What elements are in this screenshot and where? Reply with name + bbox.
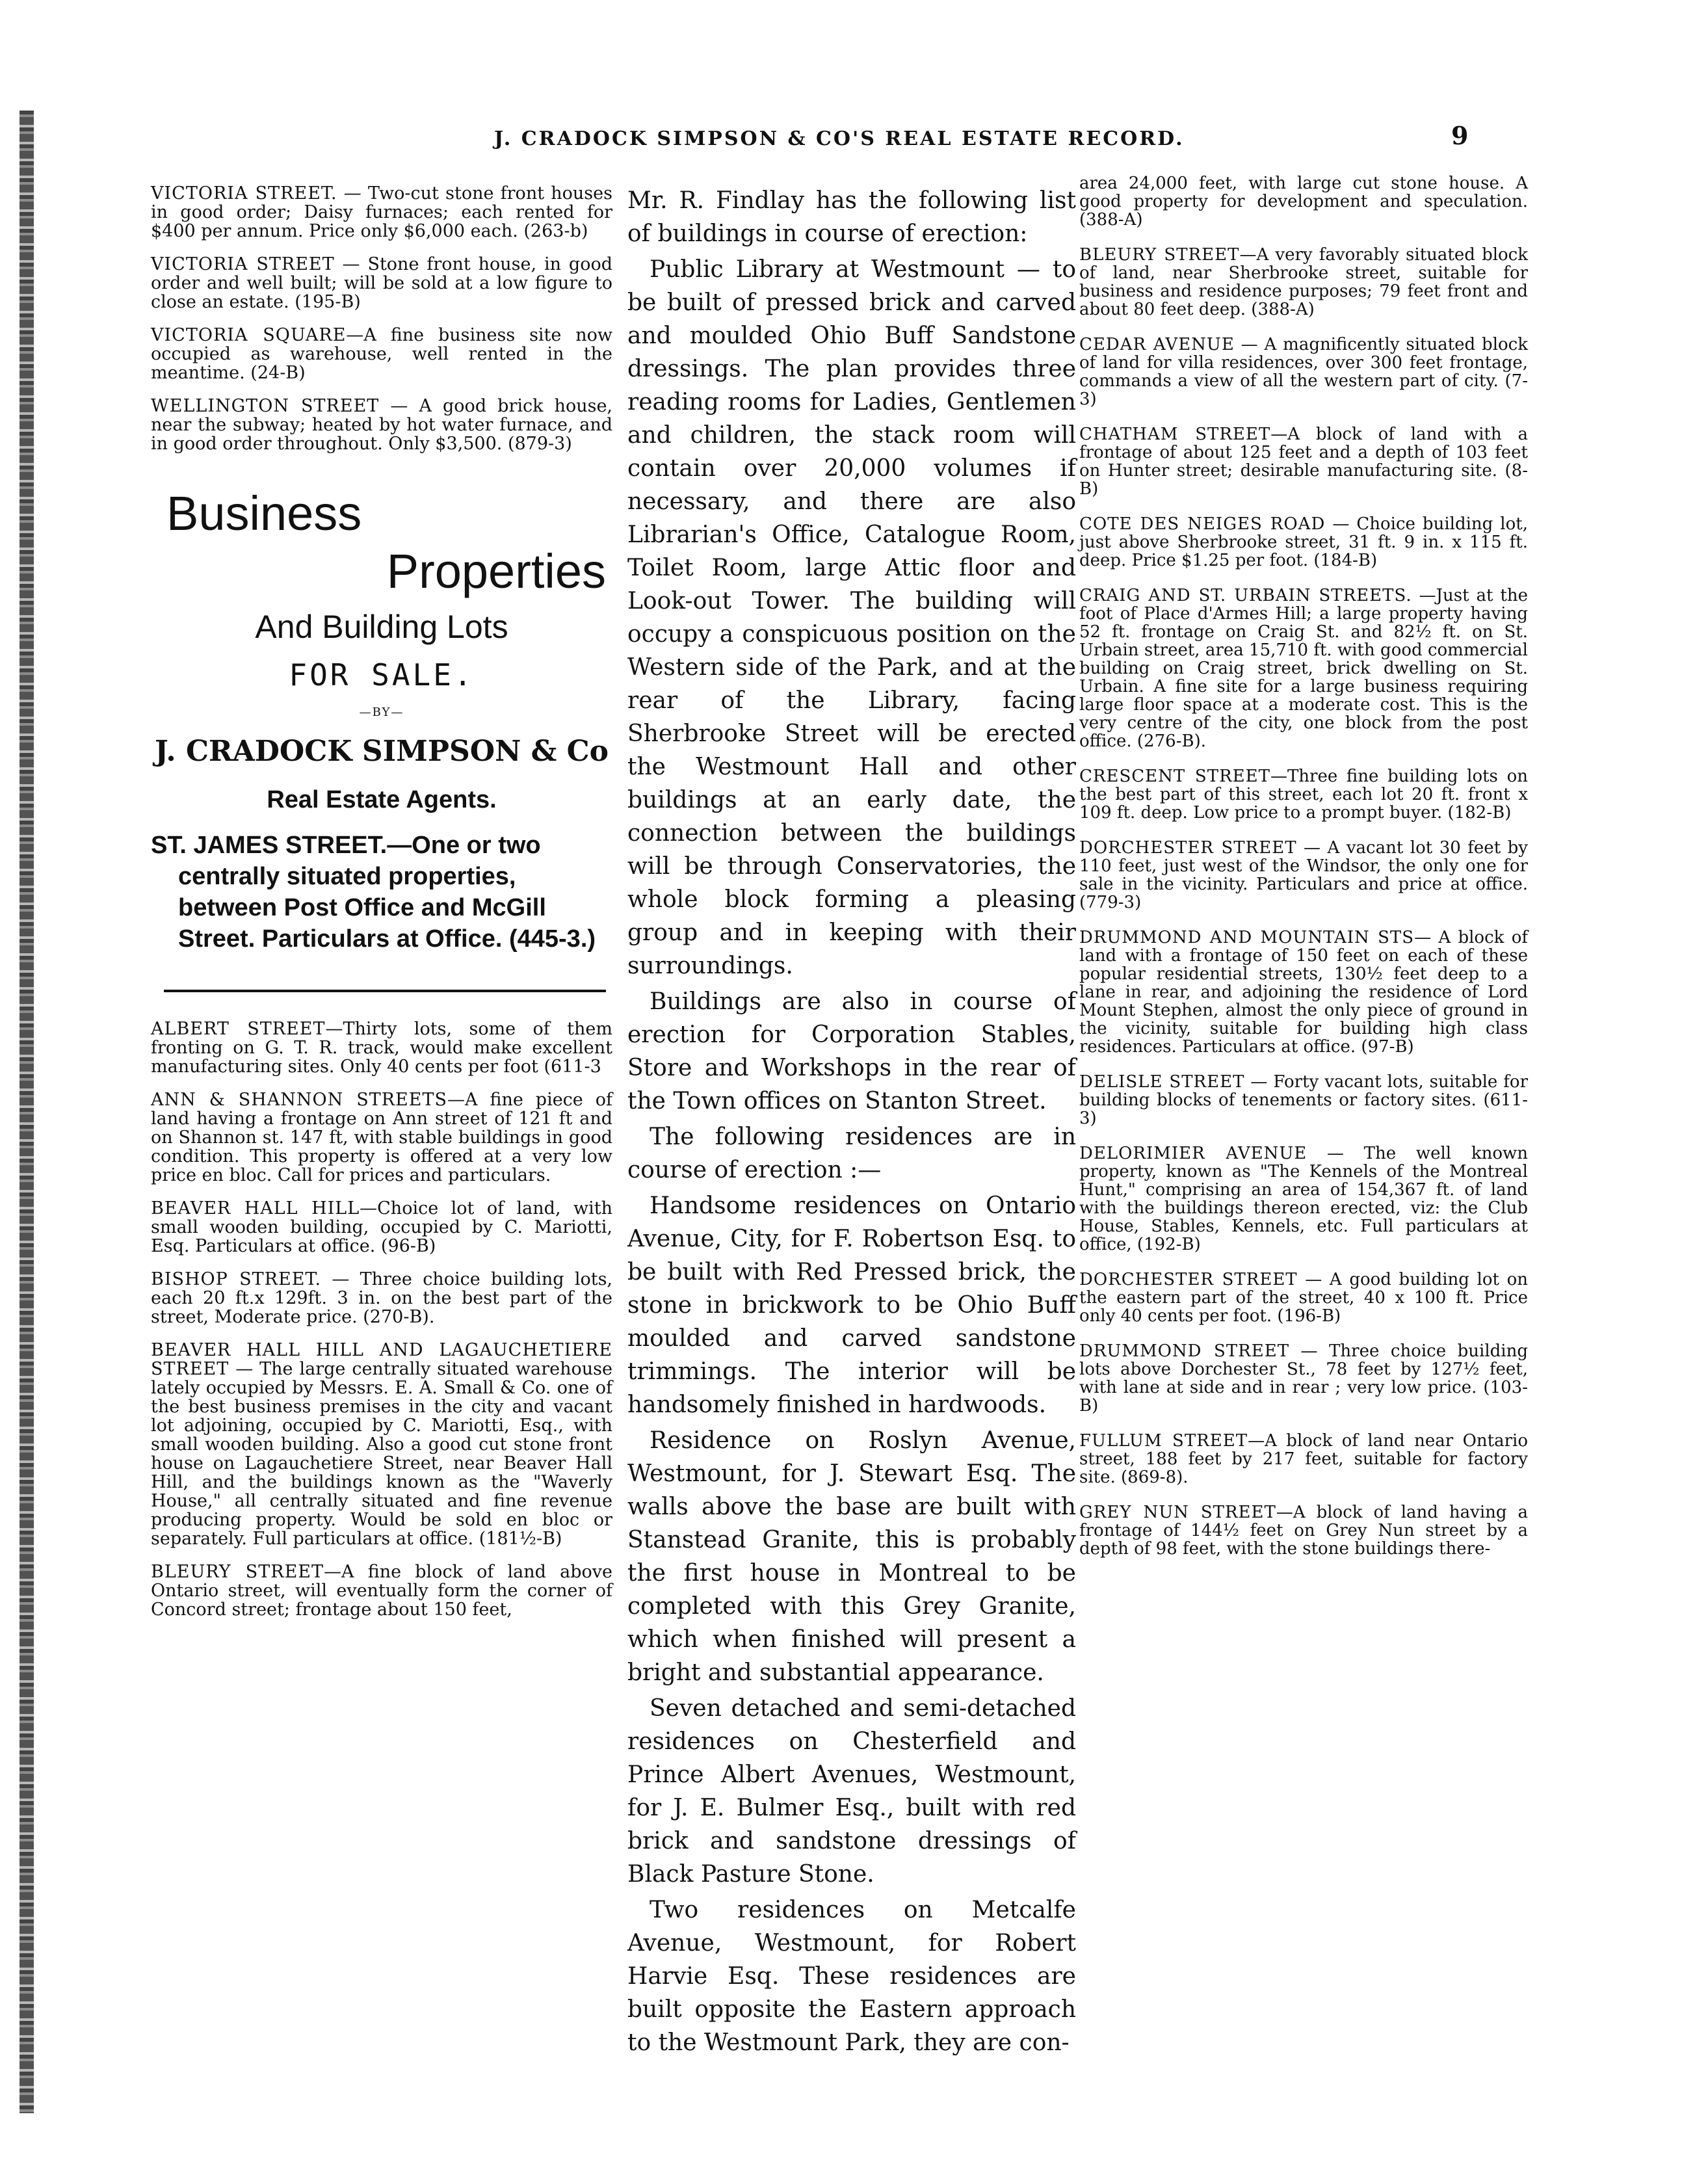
listing-text: —A fine piece of land having a frontage on Ann street of 121 ft and on Shannon st. 147 ft, with stable buildings in good condition. This property is offered at a very low price en bloc. Call for prices and particulars.: [151, 1090, 612, 1185]
listing-text: —Just at the foot of Place d'Armes Hill; a large property having 52 ft. frontage on Craig St. and 82½ ft. on St. Urbain street, area 15,710 ft. with good commercial building on Craig street, brick dwelling on St. Urbain. A fine site for a large business requiring large floor space at a moderate cost. This is the very centre of the city, one block from the post office. (276-B).: [1079, 586, 1528, 751]
listing-lead: BEAVER HALL HILL AND LAGAUCHETIERE STREET: [151, 1340, 612, 1379]
listing-lead: DORCHESTER STREET: [1079, 838, 1297, 858]
listing-lead: CRESCENT STREET: [1079, 767, 1270, 786]
listing-lead: CRAIG AND ST. URBAIN STREETS.: [1079, 586, 1412, 605]
listing-text: — A good building lot on the eastern part of the street, 40 x 100 ft. Price only 40 cents per foot. (196-B): [1079, 1270, 1528, 1326]
listing-lead: BISHOP STREET.: [151, 1269, 322, 1289]
article-paragraph: Seven detached and semi-detached residences on Chesterfield and Prince Albert Avenues, Westmount, for J. E. Bulmer Esq., built with red brick and sandstone dressings of Black Pasture Stone.: [627, 1695, 1076, 1888]
listing-lead: ANN & SHANNON STREETS: [151, 1090, 447, 1110]
article-paragraph: Public Library at Westmount — to be built of pressed brick and carved and moulded Ohio Buff Sandstone dressings. The plan provides three reading rooms for Ladies, Gentlemen and children, the stack room will contain over 20,000 volumes if necessary, and there are also Librarian's Office, Catalogue Room, Toilet Room, large Attic floor and Look-out Tower. The building will occupy a conspicuous position on the Western side of the Park, and at the rear of the Library, facing Sherbrooke Street will be erected the Westmount Hall and other buildings at an early date, the connection between the buildings will be through Conservatories, the whole block forming a pleasing group and in keeping with their surroundings.: [627, 256, 1076, 979]
listing-item: [151, 1270, 612, 1326]
listing-lead: COTE DES NEIGES ROAD: [1079, 514, 1326, 534]
listing-text: —A fine business site now occupied as warehouse, well rented in the meantime. (24-B): [151, 325, 612, 383]
right-column: [1079, 174, 1528, 1575]
listing-item: [151, 1341, 612, 1548]
left-column: [151, 184, 612, 1633]
listing-item: [1079, 1144, 1528, 1254]
listing-lead: ALBERT STREET: [151, 1019, 326, 1039]
business-properties-ad: [151, 486, 612, 955]
listing-text: —A fine block of land above Ontario street, will eventually form the corner of Concord street; frontage about 150 feet,: [151, 1562, 613, 1620]
article-paragraph: Residence on Roslyn Avenue, Westmount, for J. Stewart Esq. The walls above the base are built with Stanstead Granite, this is probably the first house in Montreal to be completed with this Grey Granite, which when finished will present a bright and substantial appearance.: [627, 1427, 1076, 1686]
listing-lead: GREY NUN STREET: [1079, 1503, 1276, 1522]
listing-item: [1079, 1432, 1528, 1486]
listing-item: [151, 255, 612, 311]
listing-lead: VICTORIA SQUARE: [151, 325, 347, 345]
article-paragraph: Buildings are also in course of erection for Corporation Stables, Store and Workshops in the rear of the Town offices on Stanton Street.: [627, 988, 1076, 1114]
article-paragraph: Mr. R. Findlay has the following list of buildings in course of erection:: [627, 187, 1076, 247]
article-paragraph: Handsome residences on Ontario Avenue, City, for F. Robertson Esq. to be built with Red Pressed brick, the stone in brickwork to be Ohio Buff moulded and carved sandstone trimmings. The interior will be handsomely finished in hardwoods.: [627, 1193, 1076, 1418]
listing-item: [1079, 587, 1528, 750]
listing-text: —Thirty lots, some of them fronting on G. T. R. track, would make excellent manufacturing sites. Only 40 cents per foot (611-3: [151, 1019, 612, 1077]
listing-lead: WELLINGTON STREET: [151, 396, 380, 416]
listing-lead: VICTORIA STREET: [151, 254, 335, 274]
listing-text: —A very favorably situated block of land, near Sherbrooke street, suitable for business and residence purposes; 79 feet front and about 80 feet deep. (388-A): [1079, 245, 1528, 319]
ad-title-line2: Properties: [386, 544, 606, 598]
listing-lead: CEDAR AVENUE: [1079, 335, 1235, 354]
listing-text: — Choice building lot, just above Sherbrooke street, 31 ft. 9 in. x 115 ft. deep. Price $1.25 per foot. (184-B): [1079, 514, 1528, 570]
listing-item: [1079, 174, 1528, 229]
listing-text: — Forty vacant lots, suitable for building blocks of tenements or factory sites. (611-3): [1079, 1072, 1528, 1128]
listing-text: —A block of land having a frontage of 144½ feet on Grey Nun street by a depth of 98 feet, with the stone buildings there-: [1079, 1503, 1528, 1559]
listing-lead: DELORIMIER AVENUE: [1079, 1144, 1307, 1163]
listing-lead: BLEURY STREET: [1079, 245, 1240, 265]
listing-item: [1079, 929, 1528, 1056]
listing-text: — A block of land with a frontage of 150 feet on each of these popular residential streets, 130½ feet deep to a lane in rear, and adjoining the residence of Lord Mount Stephen, almost the only piece of ground in the vicinity, suitable for building high class residences. Particulars at office. (97-B): [1079, 928, 1528, 1057]
listing-text: —A block of land near Ontario street, 188 feet by 217 feet, suitable for factory site. (869-8).: [1079, 1431, 1528, 1487]
listing-item: [1079, 1073, 1528, 1127]
listing-text: area 24,000 feet, with large cut stone house. A good property for development and speculation. (388-A): [1079, 174, 1528, 230]
listing-lead: VICTORIA STREET.: [151, 183, 337, 204]
listing-text: — The large centrally situated warehouse lately occupied by Messrs. E. A. Small & Co. one of the best business premises in the city and vacant lot adjoining, occupied by C. Mariotti, Esq., with small wooden building. Also a good cut stone front house on Lagauchetiere Street, near Beaver Hall Hill, and the buildings known as the "Waverly House," all centrally situated and fine revenue producing property. Would be sold en bloc or separately. Full particulars at office. (181½-B): [151, 1359, 612, 1549]
ad-subtitle: And Building Lots: [255, 609, 508, 645]
listing-item: [151, 1562, 612, 1619]
listing-item: [1079, 1271, 1528, 1325]
listing-lead: DRUMMOND AND MOUNTAIN STS: [1079, 928, 1415, 947]
article-paragraph: Two residences on Metcalfe Avenue, Westmount, for Robert Harvie Esq. These residences are built opposite the Eastern approach to the Westmount Park, they are con-: [627, 1897, 1076, 2056]
listing-text: — Three choice building lots above Dorchester St., 78 feet by 127½ feet, with lane at side and in rear ; very low price. (103-B): [1079, 1341, 1528, 1416]
ad-agent-name: J. CRADOCK SIMPSON & Co: [154, 735, 609, 768]
listing-item: [1079, 839, 1528, 912]
listing-text: — A vacant lot 30 feet by 110 feet, just west of the Windsor, the only one for sale in the vicinity. Particulars and price at office. (779-3): [1079, 838, 1528, 912]
listing-text: —Three fine building lots on the best part of this street, each lot 20 ft. front x 109 ft. deep. Low price to a prompt buyer. (182-B): [1079, 767, 1528, 823]
ad-for-sale: FOR SALE.: [289, 657, 475, 692]
listing-item: [151, 1020, 612, 1076]
listing-text: — A good brick house, near the subway; heated by hot water furnace, and in good order throughout. Only $3,500. (879-3): [151, 396, 613, 454]
binding-edge: [20, 111, 34, 2113]
listing-item: [151, 397, 612, 453]
listing-lead: BEAVER HALL HILL: [151, 1198, 360, 1219]
article-paragraph: The following residences are in course of erection :—: [627, 1124, 1076, 1183]
page-number: 9: [1451, 121, 1469, 150]
listings-top: [151, 184, 612, 453]
listings-bottom: [151, 1020, 612, 1619]
listing-text: —A block of land with a frontage of about 125 feet and a depth of 103 feet on Hunter street; desirable manufacturing site. (8-B): [1079, 425, 1528, 499]
ad-featured-listing: ST. JAMES STREET.—One or two centrally situated properties, between Post Office and McGill Street. Particulars at Office. (445-3.): [151, 832, 596, 953]
listing-lead: DORCHESTER STREET: [1079, 1270, 1298, 1289]
listing-text: — A magnificently situated block of land for villa residences, over 300 feet frontage, commands a view of all the western part of city. (7-3): [1079, 335, 1528, 409]
listing-item: [1079, 1342, 1528, 1415]
listing-text: —Choice lot of land, with small wooden building, occupied by C. Mariotti, Esq. Particulars at office. (96-B): [151, 1198, 612, 1256]
listing-lead: BLEURY STREET: [151, 1562, 324, 1582]
listing-item: [1079, 246, 1528, 319]
listing-item: [1079, 336, 1528, 408]
section-divider: [164, 990, 606, 992]
listing-item: [1079, 515, 1528, 570]
running-head: J. CRADOCK SIMPSON & CO'S REAL ESTATE RECORD.: [494, 127, 1185, 150]
listing-item: [1079, 1503, 1528, 1558]
listing-text: — The well known property, known as "The Kennels of the Montreal Hunt," comprising an area of 154,367 ft. of land with the buildings thereon erected, viz: the Club House, Stables, Kennels, etc. Full particulars at office, (192-B): [1079, 1144, 1528, 1254]
listing-lead: DRUMMOND STREET: [1079, 1341, 1290, 1361]
listing-text: — Two-cut stone front houses in good order; Daisy furnaces; each rented for $400 per annum. Price only $6,000 each. (263-b): [151, 183, 612, 241]
middle-column: [627, 184, 1076, 2062]
listing-item: [151, 1199, 612, 1256]
listing-item: [1079, 425, 1528, 498]
listing-text: — Three choice building lots, each 20 ft.x 129ft. 3 in. on the best part of the street, Moderate price. (270-B).: [151, 1269, 613, 1327]
listing-item: [151, 184, 612, 241]
ad-agent-role: Real Estate Agents.: [267, 786, 497, 813]
listing-item: [1079, 767, 1528, 822]
listing-text: — Stone front house, in good order and well built; will be sold at a low figure to close an estate. (195-B): [151, 254, 612, 312]
ad-title-line1: Business: [166, 486, 362, 540]
listing-item: [151, 1090, 612, 1185]
listing-lead: CHATHAM STREET: [1079, 425, 1271, 444]
listing-lead: DELISLE STREET: [1079, 1072, 1245, 1092]
listing-item: [151, 326, 612, 382]
listing-lead: FULLUM STREET: [1079, 1431, 1248, 1451]
ad-by-line: —BY—: [359, 705, 404, 719]
